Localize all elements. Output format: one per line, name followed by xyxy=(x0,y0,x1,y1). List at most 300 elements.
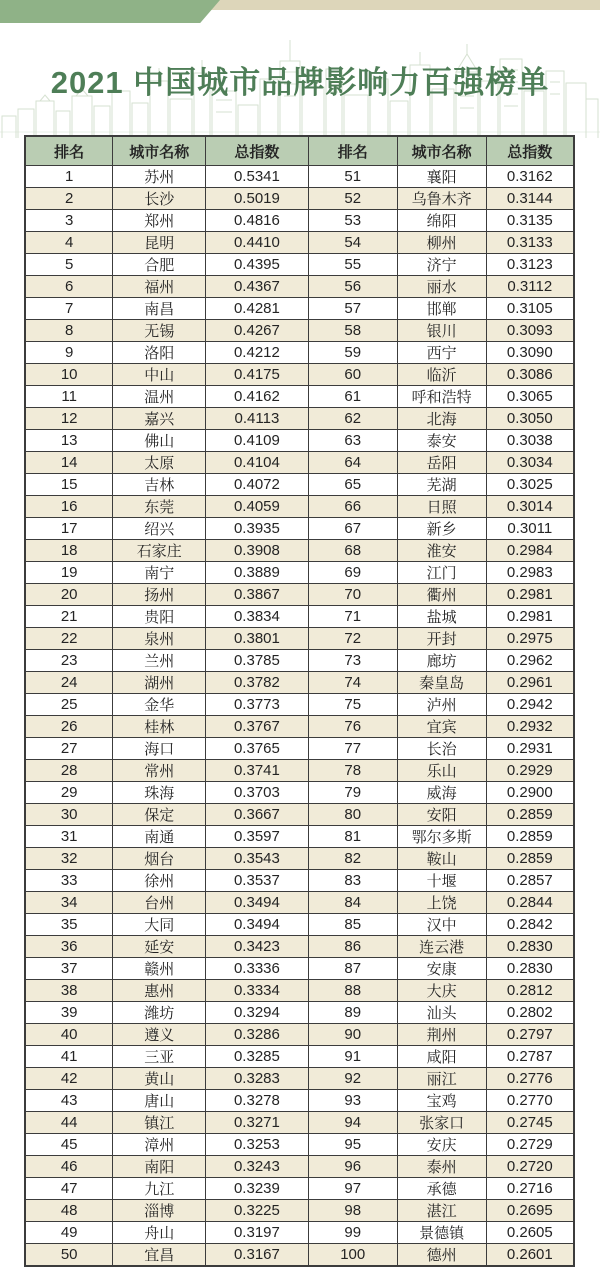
index-cell: 0.3543 xyxy=(206,848,309,870)
index-cell: 0.3703 xyxy=(206,782,309,804)
rank-cell: 44 xyxy=(25,1112,113,1134)
table-row xyxy=(25,892,574,914)
rank-cell: 30 xyxy=(25,804,113,826)
city-cell: 温州 xyxy=(113,386,206,408)
rank-cell: 34 xyxy=(25,892,113,914)
city-cell: 金华 xyxy=(113,694,206,716)
table-row xyxy=(25,474,574,496)
city-cell: 湛江 xyxy=(397,1200,486,1222)
city-cell: 贵阳 xyxy=(113,606,206,628)
table-row xyxy=(25,826,574,848)
index-cell: 0.3782 xyxy=(206,672,309,694)
index-cell: 0.4267 xyxy=(206,320,309,342)
index-cell: 0.3133 xyxy=(486,232,574,254)
table-row xyxy=(25,1134,574,1156)
city-cell: 三亚 xyxy=(113,1046,206,1068)
index-cell: 0.3889 xyxy=(206,562,309,584)
index-cell: 0.4059 xyxy=(206,496,309,518)
rank-cell: 78 xyxy=(308,760,397,782)
rank-cell: 100 xyxy=(308,1244,397,1267)
table-row xyxy=(25,232,574,254)
city-cell: 惠州 xyxy=(113,980,206,1002)
rank-cell: 31 xyxy=(25,826,113,848)
index-cell: 0.4410 xyxy=(206,232,309,254)
city-cell: 唐山 xyxy=(113,1090,206,1112)
rank-cell: 81 xyxy=(308,826,397,848)
index-cell: 0.2745 xyxy=(486,1112,574,1134)
city-cell: 上饶 xyxy=(397,892,486,914)
city-cell: 太原 xyxy=(113,452,206,474)
index-cell: 0.4175 xyxy=(206,364,309,386)
rank-cell: 92 xyxy=(308,1068,397,1090)
rank-cell: 59 xyxy=(308,342,397,364)
header-city-right: 城市名称 xyxy=(397,136,486,166)
rank-cell: 79 xyxy=(308,782,397,804)
table-row xyxy=(25,254,574,276)
index-cell: 0.3537 xyxy=(206,870,309,892)
rank-cell: 80 xyxy=(308,804,397,826)
table-row xyxy=(25,408,574,430)
city-cell: 珠海 xyxy=(113,782,206,804)
index-cell: 0.3336 xyxy=(206,958,309,980)
rank-cell: 35 xyxy=(25,914,113,936)
index-cell: 0.3334 xyxy=(206,980,309,1002)
index-cell: 0.3225 xyxy=(206,1200,309,1222)
index-cell: 0.3286 xyxy=(206,1024,309,1046)
index-cell: 0.3253 xyxy=(206,1134,309,1156)
city-cell: 九江 xyxy=(113,1178,206,1200)
index-cell: 0.2720 xyxy=(486,1156,574,1178)
table-row xyxy=(25,1222,574,1244)
index-cell: 0.3243 xyxy=(206,1156,309,1178)
city-cell: 合肥 xyxy=(113,254,206,276)
table-row xyxy=(25,1068,574,1090)
index-cell: 0.3935 xyxy=(206,518,309,540)
city-cell: 泉州 xyxy=(113,628,206,650)
index-cell: 0.3908 xyxy=(206,540,309,562)
city-cell: 南宁 xyxy=(113,562,206,584)
rank-cell: 39 xyxy=(25,1002,113,1024)
index-cell: 0.3741 xyxy=(206,760,309,782)
index-cell: 0.3086 xyxy=(486,364,574,386)
city-cell: 石家庄 xyxy=(113,540,206,562)
index-cell: 0.5341 xyxy=(206,166,309,188)
city-cell: 襄阳 xyxy=(397,166,486,188)
table-row xyxy=(25,1090,574,1112)
city-cell: 芜湖 xyxy=(397,474,486,496)
table-row xyxy=(25,188,574,210)
rank-cell: 45 xyxy=(25,1134,113,1156)
rank-cell: 97 xyxy=(308,1178,397,1200)
table-header-row xyxy=(25,136,574,166)
index-cell: 0.2605 xyxy=(486,1222,574,1244)
rank-cell: 4 xyxy=(25,232,113,254)
city-cell: 绵阳 xyxy=(397,210,486,232)
rank-cell: 89 xyxy=(308,1002,397,1024)
rank-cell: 60 xyxy=(308,364,397,386)
city-cell: 大庆 xyxy=(397,980,486,1002)
rank-cell: 61 xyxy=(308,386,397,408)
rank-cell: 40 xyxy=(25,1024,113,1046)
city-cell: 十堰 xyxy=(397,870,486,892)
rank-cell: 48 xyxy=(25,1200,113,1222)
table-row xyxy=(25,804,574,826)
index-cell: 0.2601 xyxy=(486,1244,574,1267)
city-cell: 邯郸 xyxy=(397,298,486,320)
city-cell: 徐州 xyxy=(113,870,206,892)
index-cell: 0.3278 xyxy=(206,1090,309,1112)
table-row xyxy=(25,430,574,452)
rank-cell: 5 xyxy=(25,254,113,276)
rank-cell: 21 xyxy=(25,606,113,628)
table-row xyxy=(25,1024,574,1046)
city-cell: 烟台 xyxy=(113,848,206,870)
rank-cell: 91 xyxy=(308,1046,397,1068)
table-row xyxy=(25,914,574,936)
city-cell: 安康 xyxy=(397,958,486,980)
city-cell: 遵义 xyxy=(113,1024,206,1046)
index-cell: 0.3867 xyxy=(206,584,309,606)
rank-cell: 13 xyxy=(25,430,113,452)
rank-cell: 15 xyxy=(25,474,113,496)
city-cell: 北海 xyxy=(397,408,486,430)
city-cell: 张家口 xyxy=(397,1112,486,1134)
rank-cell: 11 xyxy=(25,386,113,408)
city-cell: 桂林 xyxy=(113,716,206,738)
index-cell: 0.3014 xyxy=(486,496,574,518)
index-cell: 0.4072 xyxy=(206,474,309,496)
table-row xyxy=(25,1156,574,1178)
rank-cell: 82 xyxy=(308,848,397,870)
table-row xyxy=(25,386,574,408)
city-cell: 黄山 xyxy=(113,1068,206,1090)
index-cell: 0.3197 xyxy=(206,1222,309,1244)
index-cell: 0.3667 xyxy=(206,804,309,826)
city-cell: 昆明 xyxy=(113,232,206,254)
city-cell: 安阳 xyxy=(397,804,486,826)
city-cell: 长治 xyxy=(397,738,486,760)
city-cell: 泰安 xyxy=(397,430,486,452)
city-cell: 乌鲁木齐 xyxy=(397,188,486,210)
rank-cell: 12 xyxy=(25,408,113,430)
rank-cell: 29 xyxy=(25,782,113,804)
index-cell: 0.2695 xyxy=(486,1200,574,1222)
city-cell: 漳州 xyxy=(113,1134,206,1156)
rank-cell: 64 xyxy=(308,452,397,474)
rank-cell: 3 xyxy=(25,210,113,232)
index-cell: 0.3765 xyxy=(206,738,309,760)
rank-cell: 27 xyxy=(25,738,113,760)
index-cell: 0.3011 xyxy=(486,518,574,540)
table-row xyxy=(25,1200,574,1222)
index-cell: 0.2900 xyxy=(486,782,574,804)
city-cell: 呼和浩特 xyxy=(397,386,486,408)
city-cell: 威海 xyxy=(397,782,486,804)
header-index-right: 总指数 xyxy=(486,136,574,166)
rank-cell: 49 xyxy=(25,1222,113,1244)
index-cell: 0.3239 xyxy=(206,1178,309,1200)
index-cell: 0.2842 xyxy=(486,914,574,936)
table-row xyxy=(25,540,574,562)
index-cell: 0.3597 xyxy=(206,826,309,848)
index-cell: 0.2844 xyxy=(486,892,574,914)
index-cell: 0.4162 xyxy=(206,386,309,408)
index-cell: 0.2961 xyxy=(486,672,574,694)
rank-cell: 24 xyxy=(25,672,113,694)
city-cell: 淄博 xyxy=(113,1200,206,1222)
city-cell: 东莞 xyxy=(113,496,206,518)
city-cell: 廊坊 xyxy=(397,650,486,672)
index-cell: 0.4212 xyxy=(206,342,309,364)
index-cell: 0.4104 xyxy=(206,452,309,474)
header-city-left: 城市名称 xyxy=(113,136,206,166)
city-cell: 常州 xyxy=(113,760,206,782)
rank-cell: 86 xyxy=(308,936,397,958)
rank-cell: 46 xyxy=(25,1156,113,1178)
city-cell: 延安 xyxy=(113,936,206,958)
table-row xyxy=(25,848,574,870)
rank-cell: 36 xyxy=(25,936,113,958)
rank-cell: 63 xyxy=(308,430,397,452)
city-cell: 开封 xyxy=(397,628,486,650)
rank-cell: 54 xyxy=(308,232,397,254)
city-cell: 郑州 xyxy=(113,210,206,232)
index-cell: 0.3090 xyxy=(486,342,574,364)
index-cell: 0.2770 xyxy=(486,1090,574,1112)
index-cell: 0.3785 xyxy=(206,650,309,672)
city-cell: 衢州 xyxy=(397,584,486,606)
city-cell: 长沙 xyxy=(113,188,206,210)
header-rank-left: 排名 xyxy=(25,136,113,166)
rank-cell: 95 xyxy=(308,1134,397,1156)
index-cell: 0.3123 xyxy=(486,254,574,276)
index-cell: 0.3494 xyxy=(206,914,309,936)
rank-cell: 69 xyxy=(308,562,397,584)
index-cell: 0.2787 xyxy=(486,1046,574,1068)
index-cell: 0.2857 xyxy=(486,870,574,892)
index-cell: 0.3025 xyxy=(486,474,574,496)
rank-cell: 10 xyxy=(25,364,113,386)
city-cell: 福州 xyxy=(113,276,206,298)
table-row xyxy=(25,342,574,364)
city-cell: 咸阳 xyxy=(397,1046,486,1068)
table-row xyxy=(25,562,574,584)
table-row xyxy=(25,1178,574,1200)
city-cell: 丽水 xyxy=(397,276,486,298)
index-cell: 0.3167 xyxy=(206,1244,309,1267)
index-cell: 0.4367 xyxy=(206,276,309,298)
city-cell: 德州 xyxy=(397,1244,486,1267)
city-cell: 荆州 xyxy=(397,1024,486,1046)
city-cell: 泰州 xyxy=(397,1156,486,1178)
index-cell: 0.2812 xyxy=(486,980,574,1002)
table-row xyxy=(25,1046,574,1068)
index-cell: 0.3423 xyxy=(206,936,309,958)
table-row xyxy=(25,716,574,738)
city-cell: 湖州 xyxy=(113,672,206,694)
rank-cell: 98 xyxy=(308,1200,397,1222)
index-cell: 0.2981 xyxy=(486,584,574,606)
rank-cell: 8 xyxy=(25,320,113,342)
index-cell: 0.3093 xyxy=(486,320,574,342)
rank-cell: 90 xyxy=(308,1024,397,1046)
city-cell: 丽江 xyxy=(397,1068,486,1090)
city-cell: 嘉兴 xyxy=(113,408,206,430)
index-cell: 0.4281 xyxy=(206,298,309,320)
index-cell: 0.2984 xyxy=(486,540,574,562)
rank-cell: 66 xyxy=(308,496,397,518)
rank-cell: 43 xyxy=(25,1090,113,1112)
city-cell: 淮安 xyxy=(397,540,486,562)
header-index-left: 总指数 xyxy=(206,136,309,166)
table-row xyxy=(25,496,574,518)
city-cell: 苏州 xyxy=(113,166,206,188)
city-cell: 镇江 xyxy=(113,1112,206,1134)
rank-cell: 94 xyxy=(308,1112,397,1134)
header-rank-right: 排名 xyxy=(308,136,397,166)
index-cell: 0.3135 xyxy=(486,210,574,232)
index-cell: 0.2859 xyxy=(486,804,574,826)
index-cell: 0.3834 xyxy=(206,606,309,628)
rank-cell: 93 xyxy=(308,1090,397,1112)
table-row xyxy=(25,320,574,342)
table-row xyxy=(25,980,574,1002)
index-cell: 0.4395 xyxy=(206,254,309,276)
table-row xyxy=(25,870,574,892)
city-cell: 鄂尔多斯 xyxy=(397,826,486,848)
rank-cell: 65 xyxy=(308,474,397,496)
rank-cell: 32 xyxy=(25,848,113,870)
city-cell: 柳州 xyxy=(397,232,486,254)
city-cell: 济宁 xyxy=(397,254,486,276)
city-cell: 潍坊 xyxy=(113,1002,206,1024)
page-title: 2021 中国城市品牌影响力百强榜单 xyxy=(50,65,550,100)
table-row xyxy=(25,694,574,716)
index-cell: 0.3283 xyxy=(206,1068,309,1090)
rank-cell: 62 xyxy=(308,408,397,430)
table-row xyxy=(25,1112,574,1134)
rank-cell: 33 xyxy=(25,870,113,892)
city-cell: 扬州 xyxy=(113,584,206,606)
index-cell: 0.3773 xyxy=(206,694,309,716)
rank-cell: 25 xyxy=(25,694,113,716)
city-cell: 中山 xyxy=(113,364,206,386)
city-cell: 大同 xyxy=(113,914,206,936)
rank-cell: 67 xyxy=(308,518,397,540)
city-cell: 无锡 xyxy=(113,320,206,342)
rank-cell: 56 xyxy=(308,276,397,298)
rank-cell: 73 xyxy=(308,650,397,672)
city-cell: 乐山 xyxy=(397,760,486,782)
index-cell: 0.3271 xyxy=(206,1112,309,1134)
table-row xyxy=(25,738,574,760)
index-cell: 0.3294 xyxy=(206,1002,309,1024)
index-cell: 0.3494 xyxy=(206,892,309,914)
ranking-table xyxy=(24,135,575,1267)
index-cell: 0.3285 xyxy=(206,1046,309,1068)
city-cell: 汉中 xyxy=(397,914,486,936)
city-cell: 南昌 xyxy=(113,298,206,320)
table-row xyxy=(25,518,574,540)
rank-cell: 77 xyxy=(308,738,397,760)
city-cell: 泸州 xyxy=(397,694,486,716)
index-cell: 0.2830 xyxy=(486,958,574,980)
index-cell: 0.3105 xyxy=(486,298,574,320)
table-row xyxy=(25,782,574,804)
index-cell: 0.3801 xyxy=(206,628,309,650)
rank-cell: 47 xyxy=(25,1178,113,1200)
index-cell: 0.2931 xyxy=(486,738,574,760)
table-row xyxy=(25,584,574,606)
city-cell: 汕头 xyxy=(397,1002,486,1024)
city-cell: 银川 xyxy=(397,320,486,342)
rank-cell: 42 xyxy=(25,1068,113,1090)
rank-cell: 74 xyxy=(308,672,397,694)
table-row xyxy=(25,936,574,958)
index-cell: 0.2802 xyxy=(486,1002,574,1024)
table-row xyxy=(25,1002,574,1024)
index-cell: 0.2859 xyxy=(486,848,574,870)
city-cell: 南阳 xyxy=(113,1156,206,1178)
city-cell: 江门 xyxy=(397,562,486,584)
city-cell: 赣州 xyxy=(113,958,206,980)
rank-cell: 83 xyxy=(308,870,397,892)
index-cell: 0.4113 xyxy=(206,408,309,430)
index-cell: 0.3144 xyxy=(486,188,574,210)
rank-cell: 52 xyxy=(308,188,397,210)
city-cell: 景德镇 xyxy=(397,1222,486,1244)
index-cell: 0.2932 xyxy=(486,716,574,738)
index-cell: 0.3162 xyxy=(486,166,574,188)
table-row xyxy=(25,298,574,320)
table-body xyxy=(25,166,574,1267)
rank-cell: 41 xyxy=(25,1046,113,1068)
table-row xyxy=(25,606,574,628)
city-cell: 日照 xyxy=(397,496,486,518)
rank-cell: 9 xyxy=(25,342,113,364)
city-cell: 洛阳 xyxy=(113,342,206,364)
rank-cell: 2 xyxy=(25,188,113,210)
city-cell: 绍兴 xyxy=(113,518,206,540)
rank-cell: 23 xyxy=(25,650,113,672)
rank-cell: 19 xyxy=(25,562,113,584)
city-cell: 秦皇岛 xyxy=(397,672,486,694)
rank-cell: 70 xyxy=(308,584,397,606)
city-cell: 连云港 xyxy=(397,936,486,958)
city-cell: 南通 xyxy=(113,826,206,848)
index-cell: 0.2929 xyxy=(486,760,574,782)
table-row xyxy=(25,276,574,298)
rank-cell: 37 xyxy=(25,958,113,980)
rank-cell: 28 xyxy=(25,760,113,782)
rank-cell: 68 xyxy=(308,540,397,562)
city-cell: 台州 xyxy=(113,892,206,914)
rank-cell: 71 xyxy=(308,606,397,628)
rank-cell: 53 xyxy=(308,210,397,232)
table-row xyxy=(25,650,574,672)
rank-cell: 96 xyxy=(308,1156,397,1178)
table-row xyxy=(25,1244,574,1267)
city-cell: 承德 xyxy=(397,1178,486,1200)
index-cell: 0.2859 xyxy=(486,826,574,848)
city-cell: 宜昌 xyxy=(113,1244,206,1267)
rank-cell: 72 xyxy=(308,628,397,650)
rank-cell: 55 xyxy=(308,254,397,276)
rank-cell: 17 xyxy=(25,518,113,540)
rank-cell: 14 xyxy=(25,452,113,474)
rank-cell: 22 xyxy=(25,628,113,650)
rank-cell: 6 xyxy=(25,276,113,298)
